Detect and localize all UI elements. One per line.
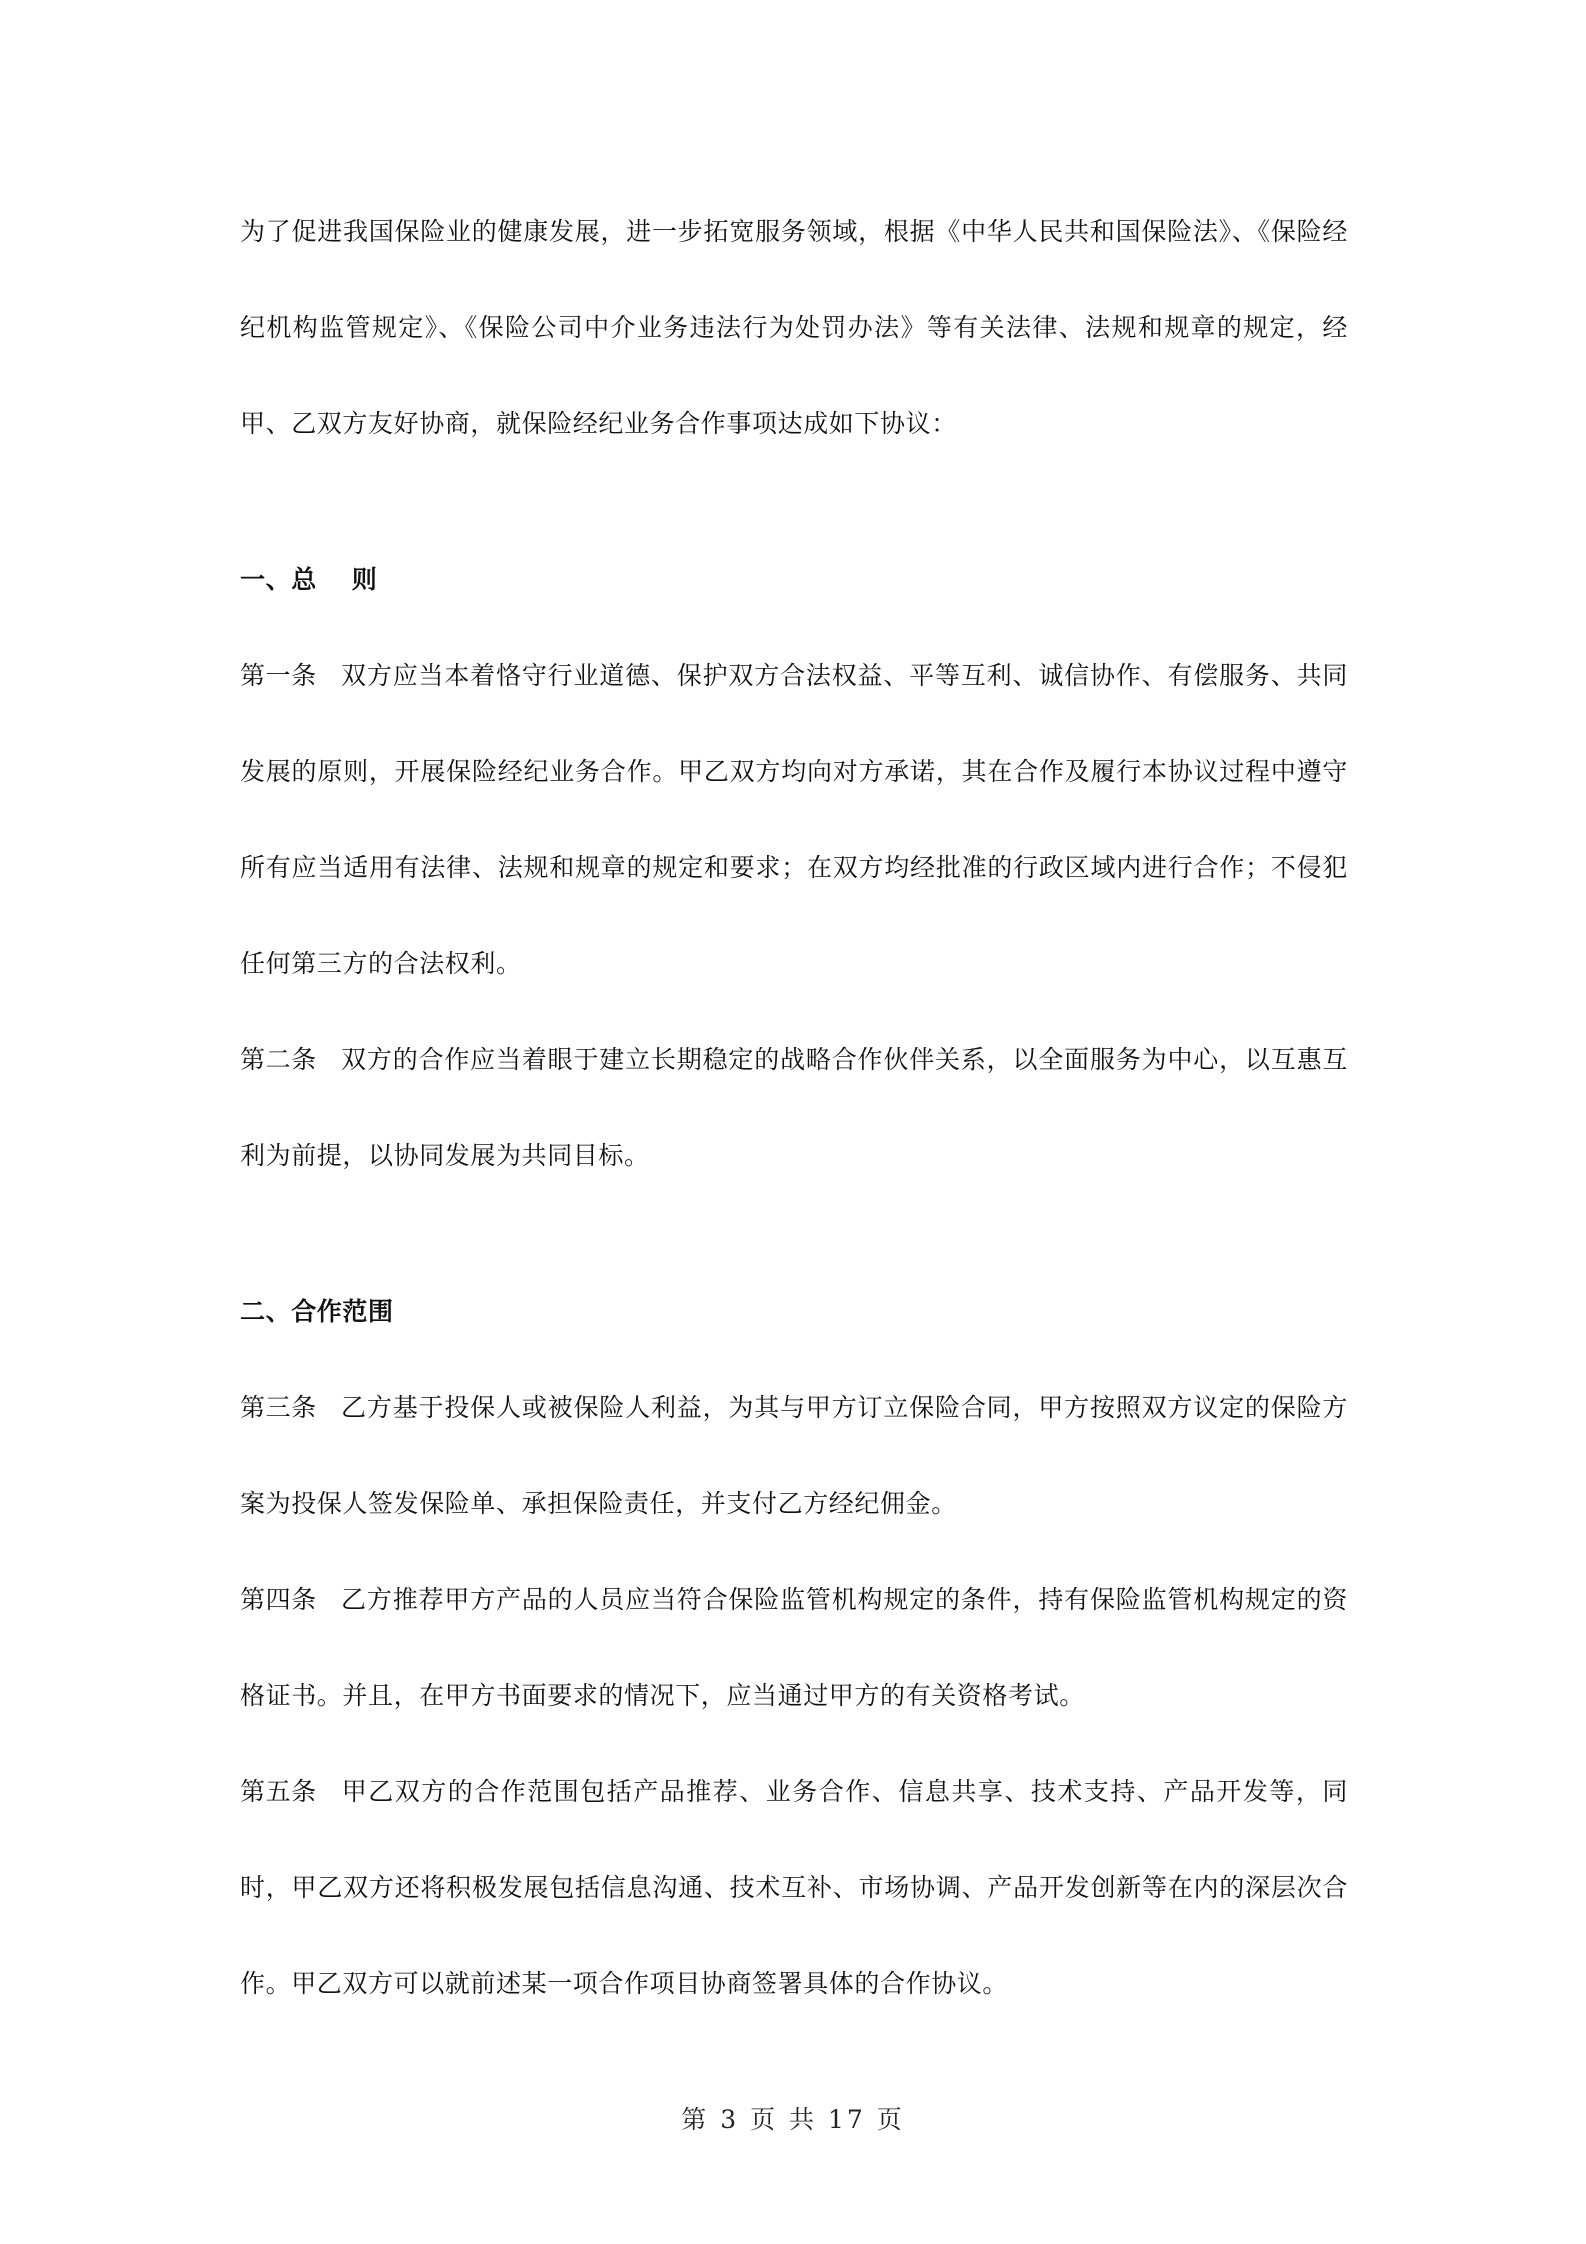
article-text: 乙方推荐甲方产品的人员应当符合保险监管机构规定的条件，持有保险监管机构规定的资格证书。并且，在甲方书面要求的情况下，应当通过甲方的有关资格考试。 bbox=[240, 1585, 1348, 1710]
article-5 bbox=[240, 1744, 1348, 2032]
article-text: 双方的合作应当着眼于建立长期稳定的战略合作伙伴关系，以全面服务为中心，以互惠互利为前提，以协同发展为共同目标。 bbox=[240, 1045, 1348, 1170]
article-label: 第五条 bbox=[240, 1777, 317, 1806]
article-2 bbox=[240, 1012, 1348, 1204]
document-body bbox=[240, 184, 1348, 2032]
section-heading-scope: 二、合作范围 bbox=[240, 1297, 394, 1326]
article-text: 乙方基于投保人或被保险人利益，为其与甲方订立保险合同，甲方按照双方议定的保险方案为投保人签发保险单、承担保险责任，并支付乙方经纪佣金。 bbox=[240, 1393, 1348, 1518]
article-4 bbox=[240, 1552, 1348, 1744]
article-label: 第四条 bbox=[240, 1585, 317, 1614]
article-label: 第二条 bbox=[240, 1045, 317, 1074]
article-1 bbox=[240, 628, 1348, 1012]
article-label: 第一条 bbox=[240, 661, 317, 690]
article-text: 双方应当本着恪守行业道德、保护双方合法权益、平等互利、诚信协作、有偿服务、共同发展的原则，开展保险经纪业务合作。甲乙双方均向对方承诺，其在合作及履行本协议过程中遵守所有应当适用有法律、法规和规章的规定和要求；在双方均经批准的行政区域内进行合作；不侵犯任何第三方的合法权利。 bbox=[240, 661, 1348, 978]
section-heading-general: 一、总 则 bbox=[240, 565, 378, 594]
page-number-footer: 第 3 页 共 17 页 bbox=[681, 2105, 905, 2134]
intro-paragraph: 为了促进我国保险业的健康发展，进一步拓宽服务领域，根据《中华人民共和国保险法》、《保险经纪机构监管规定》、《保险公司中介业务违法行为处罚办法》等有关法律、法规和规章的规定，经甲、乙双方友好协商，就保险经纪业务合作事项达成如下协议： bbox=[240, 217, 1348, 438]
article-3 bbox=[240, 1360, 1348, 1552]
article-label: 第三条 bbox=[240, 1393, 317, 1422]
article-text: 甲乙双方的合作范围包括产品推荐、业务合作、信息共享、技术支持、产品开发等，同时，甲乙双方还将积极发展包括信息沟通、技术互补、市场协调、产品开发创新等在内的深层次合作。甲乙双方可以就前述某一项合作项目协商签署具体的合作协议。 bbox=[240, 1777, 1348, 1998]
